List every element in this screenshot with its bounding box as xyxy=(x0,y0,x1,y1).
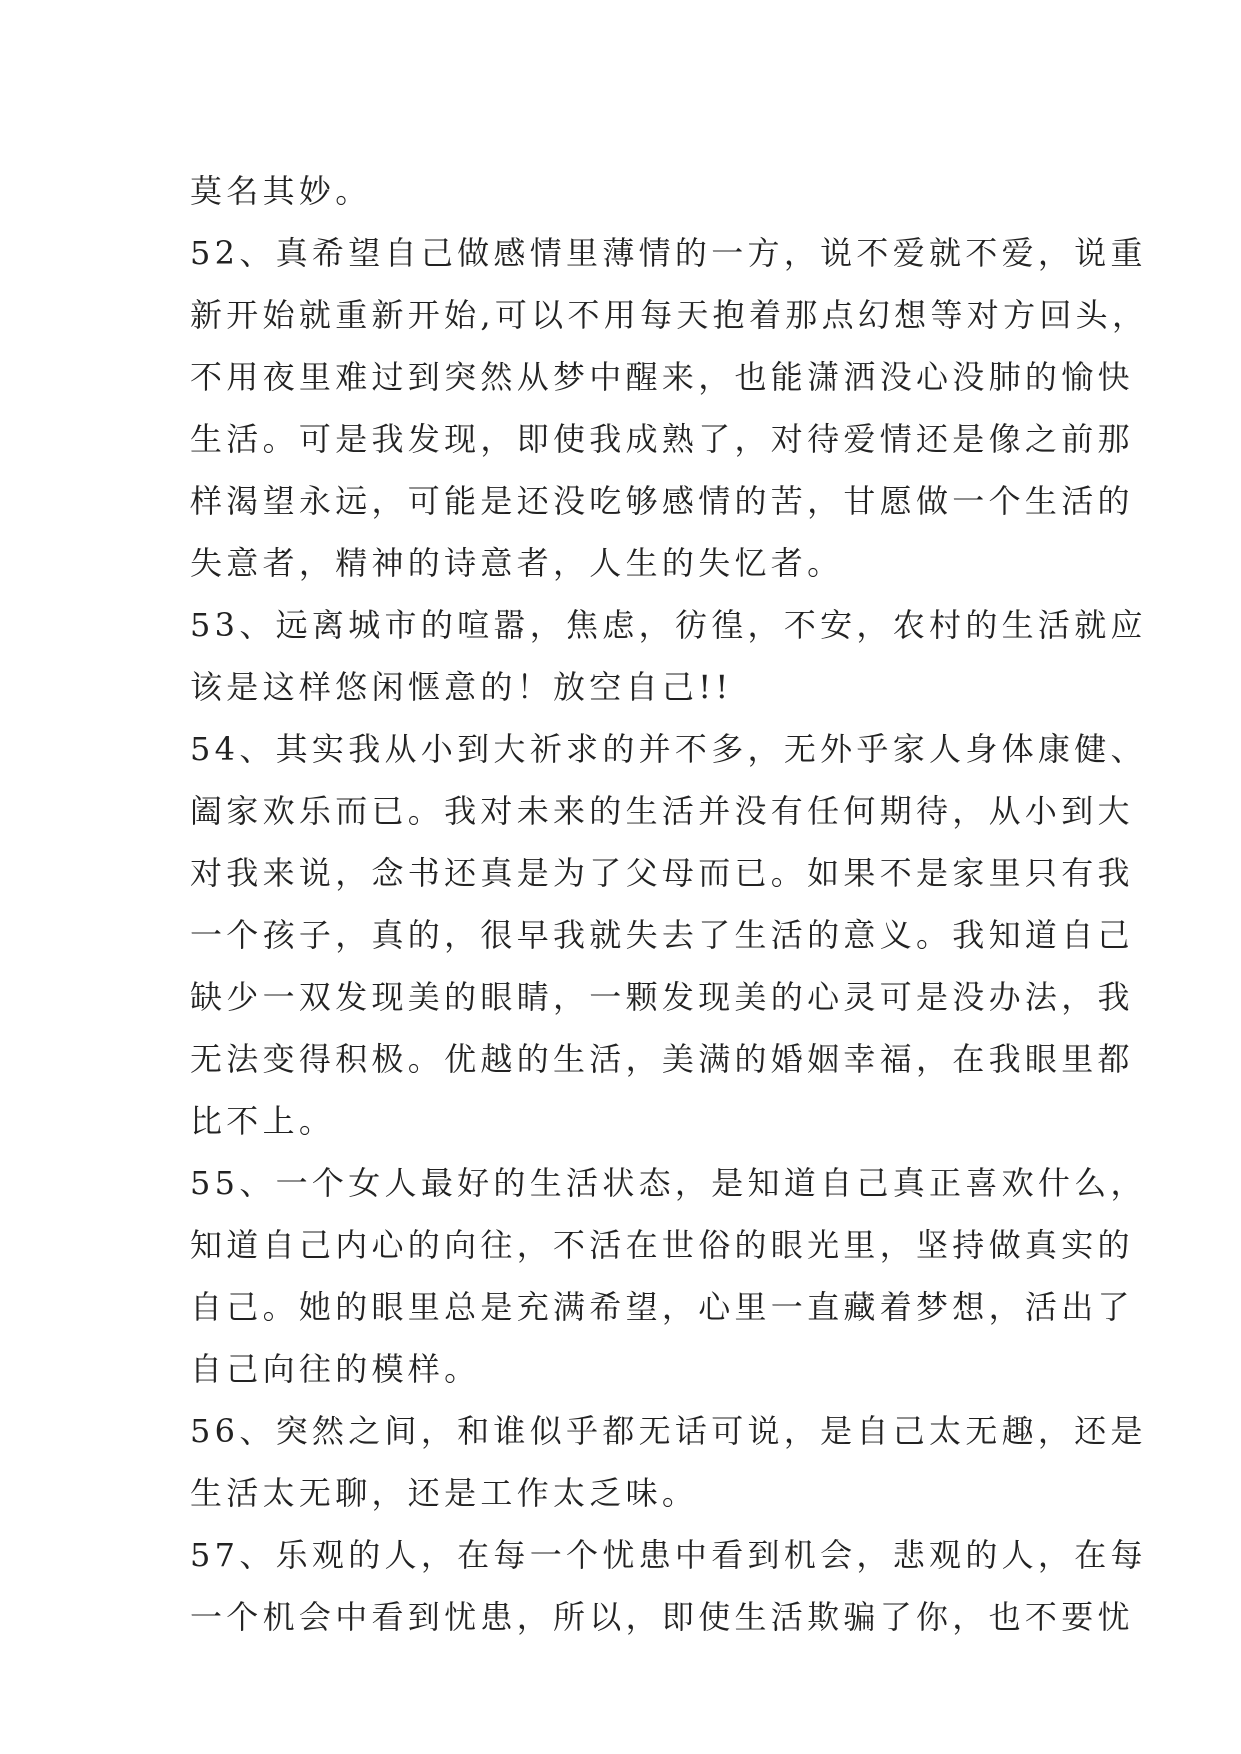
text-line: 对我来说，念书还真是为了父母而已。如果不是家里只有我 xyxy=(190,854,1134,892)
text-line: 53、远离城市的喧嚣，焦虑，彷徨，不安，农村的生活就应 xyxy=(190,606,1147,644)
text-line: 阖家欢乐而已。我对未来的生活并没有任何期待，从小到大 xyxy=(190,792,1134,830)
document-body xyxy=(190,160,1149,1648)
text-line: 无法变得积极。优越的生活，美满的婚姻幸福，在我眼里都 xyxy=(190,1040,1134,1078)
text-line: 自己。她的眼里总是充满希望，心里一直藏着梦想，活出了 xyxy=(190,1288,1134,1326)
text-line: 57、乐观的人，在每一个忧患中看到机会，悲观的人，在每 xyxy=(190,1536,1147,1574)
text-line: 该是这样悠闲惬意的！放空自己!! xyxy=(190,668,733,706)
text-line: 不用夜里难过到突然从梦中醒来，也能潇洒没心没肺的愉快 xyxy=(190,358,1134,396)
text-line: 莫名其妙。 xyxy=(190,172,372,210)
text-line: 新开始就重新开始,可以不用每天抱着那点幻想等对方回头， xyxy=(190,296,1149,334)
text-line: 55、一个女人最好的生活状态，是知道自己真正喜欢什么， xyxy=(190,1164,1147,1202)
text-line: 知道自己内心的向往，不活在世俗的眼光里，坚持做真实的 xyxy=(190,1226,1134,1264)
text-line: 失意者，精神的诗意者，人生的失忆者。 xyxy=(190,544,844,582)
text-line: 样渴望永远，可能是还没吃够感情的苦，甘愿做一个生活的 xyxy=(190,482,1134,520)
text-line: 一个孩子，真的，很早我就失去了生活的意义。我知道自己 xyxy=(190,916,1134,954)
text-line: 比不上。 xyxy=(190,1102,336,1140)
text-line: 生活太无聊，还是工作太乏味。 xyxy=(190,1474,699,1512)
text-line: 56、突然之间，和谁似乎都无话可说，是自己太无趣，还是 xyxy=(190,1412,1147,1450)
text-line: 缺少一双发现美的眼睛，一颗发现美的心灵可是没办法，我 xyxy=(190,978,1134,1016)
text-line: 54、其实我从小到大祈求的并不多，无外乎家人身体康健、 xyxy=(190,730,1147,768)
text-line: 52、真希望自己做感情里薄情的一方，说不爱就不爱，说重 xyxy=(190,234,1147,272)
text-line: 自己向往的模样。 xyxy=(190,1350,481,1388)
text-line: 一个机会中看到忧患，所以，即使生活欺骗了你，也不要忧 xyxy=(190,1598,1134,1636)
text-line: 生活。可是我发现，即使我成熟了，对待爱情还是像之前那 xyxy=(190,420,1134,458)
